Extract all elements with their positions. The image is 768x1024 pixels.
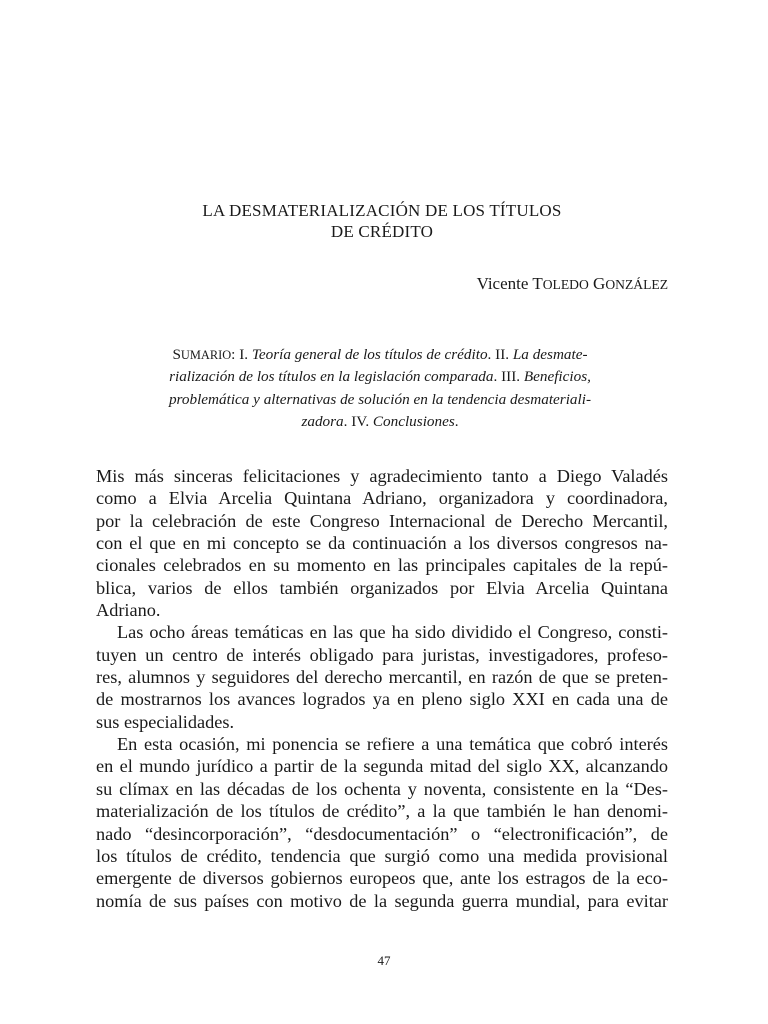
summary-item-1-sep: . [244, 346, 252, 363]
summary-line-2 [136, 366, 624, 388]
paragraph-line: como a Elvia Arcelia Quintana Adriano, organizadora y coordinadora, [96, 488, 668, 509]
paragraph-line: emergente de diversos gobiernos europeos que, ante los estragos de la eco- [96, 868, 668, 889]
summary-item-2-text-a: La desmate- [512, 346, 588, 363]
author-name [477, 273, 668, 295]
paragraph-2 [96, 621, 668, 733]
author-surname-2-initial: G [593, 274, 606, 293]
paragraph-line: los títulos de crédito, tendencia que surgió como una medida provisional [96, 845, 668, 866]
summary-item-4-sep-before: . [343, 412, 348, 430]
paragraph-line: Las ocho áreas temáticas en las que ha sido dividido el Congreso, consti- [117, 622, 668, 643]
summary-line-3 [136, 389, 624, 411]
paragraph-line: blica, varios de ellos también organizados por Elvia Arcelia Quintana [96, 577, 668, 598]
paragraph-line: de mostrarnos los avances logrados ya en pleno siglo XXI en cada una de [96, 689, 668, 710]
summary-line-1 [136, 344, 624, 366]
paragraph-line: res, alumnos y seguidores del derecho mercantil, en razón de que se preten- [96, 667, 668, 688]
summary-item-2-text-b: rialización de los títulos en la legislación comparada [169, 368, 494, 386]
author-surname-1-initial: T [532, 274, 543, 293]
paragraph-line: nomía de sus países con motivo de la segunda guerra mundial, para evitar [96, 890, 668, 911]
chapter-title [96, 200, 668, 242]
summary-item-2-sep: . [505, 346, 513, 363]
paragraph-line: por la celebración de este Congreso Internacional de Derecho Mercantil, [96, 510, 668, 531]
paragraph-line: nado “desincorporación”, “desdocumentación” o “electronificación”, de [96, 823, 668, 844]
summary-label-initial: S [172, 346, 181, 363]
summary-item-4-text: Conclusiones [372, 412, 455, 430]
page-number: 47 [377, 953, 391, 968]
summary-label-rest: UMARIO [180, 348, 232, 362]
chapter-title-line-2: DE CRÉDITO [330, 222, 434, 241]
summary-item-3-text-a: Beneficios, [523, 368, 591, 386]
summary-item-3-text-b: problemática y alternativas de solución en la tendencia desmateriali- [168, 390, 592, 408]
paragraph-line: tuyen un centro de interés obligado para juristas, investigadores, profeso- [96, 644, 668, 665]
chapter-title-line-1: LA DESMATERIALIZACIÓN DE LOS TÍTULOS [202, 201, 562, 220]
summary-label-colon: : [231, 346, 240, 363]
author-surname-1-rest: OLEDO [542, 277, 589, 292]
summary-item-2-numeral: II [495, 346, 506, 363]
author-first-name: Vicente [476, 274, 533, 293]
summary-item-3-sep-before: . [493, 368, 498, 386]
summary-item-1-text: Teoría general de los títulos de crédito [251, 346, 488, 363]
summary-item-2-sep-before: . [487, 346, 492, 363]
summary-item-1-numeral: I [239, 346, 245, 363]
paragraph-line: Mis más sinceras felicitaciones y agradecimiento tanto a Diego Valadés [96, 466, 668, 486]
summary-item-3-numeral: III [501, 368, 517, 386]
summary-item-4-sep: . [365, 412, 373, 430]
paragraph-3 [96, 733, 668, 912]
paragraph-line: sus especialidades. [96, 711, 235, 732]
summary-item-3-text-c: zadora [301, 412, 344, 430]
summary-item-4-numeral: IV [351, 412, 366, 430]
paragraph-1 [96, 465, 668, 621]
paragraph-line: cionales celebrados en su momento en las principales capitales de la repú- [96, 555, 668, 576]
summary-item-3-sep: . [516, 368, 524, 386]
body-text [96, 465, 668, 912]
paragraph-line: materialización de los títulos de crédito”, a la que también le han denomi- [96, 801, 668, 822]
summary-line-4 [136, 411, 624, 433]
paragraph-line: en el mundo jurídico a partir de la segunda mitad del siglo XX, alcanzando [96, 756, 668, 777]
summary-block [136, 344, 624, 433]
author-surname-2-rest: ONZÁLEZ [605, 277, 668, 292]
paragraph-line: con el que en mi concepto se da continuación a los diversos congresos na- [96, 533, 668, 554]
paragraph-line: su clímax en las décadas de los ochenta y noventa, consistente en la “Des- [96, 778, 668, 799]
summary-final-period: . [454, 412, 459, 430]
paragraph-line: Adriano. [96, 600, 161, 621]
paragraph-line: En esta ocasión, mi ponencia se refiere a una temática que cobró interés [117, 734, 668, 755]
